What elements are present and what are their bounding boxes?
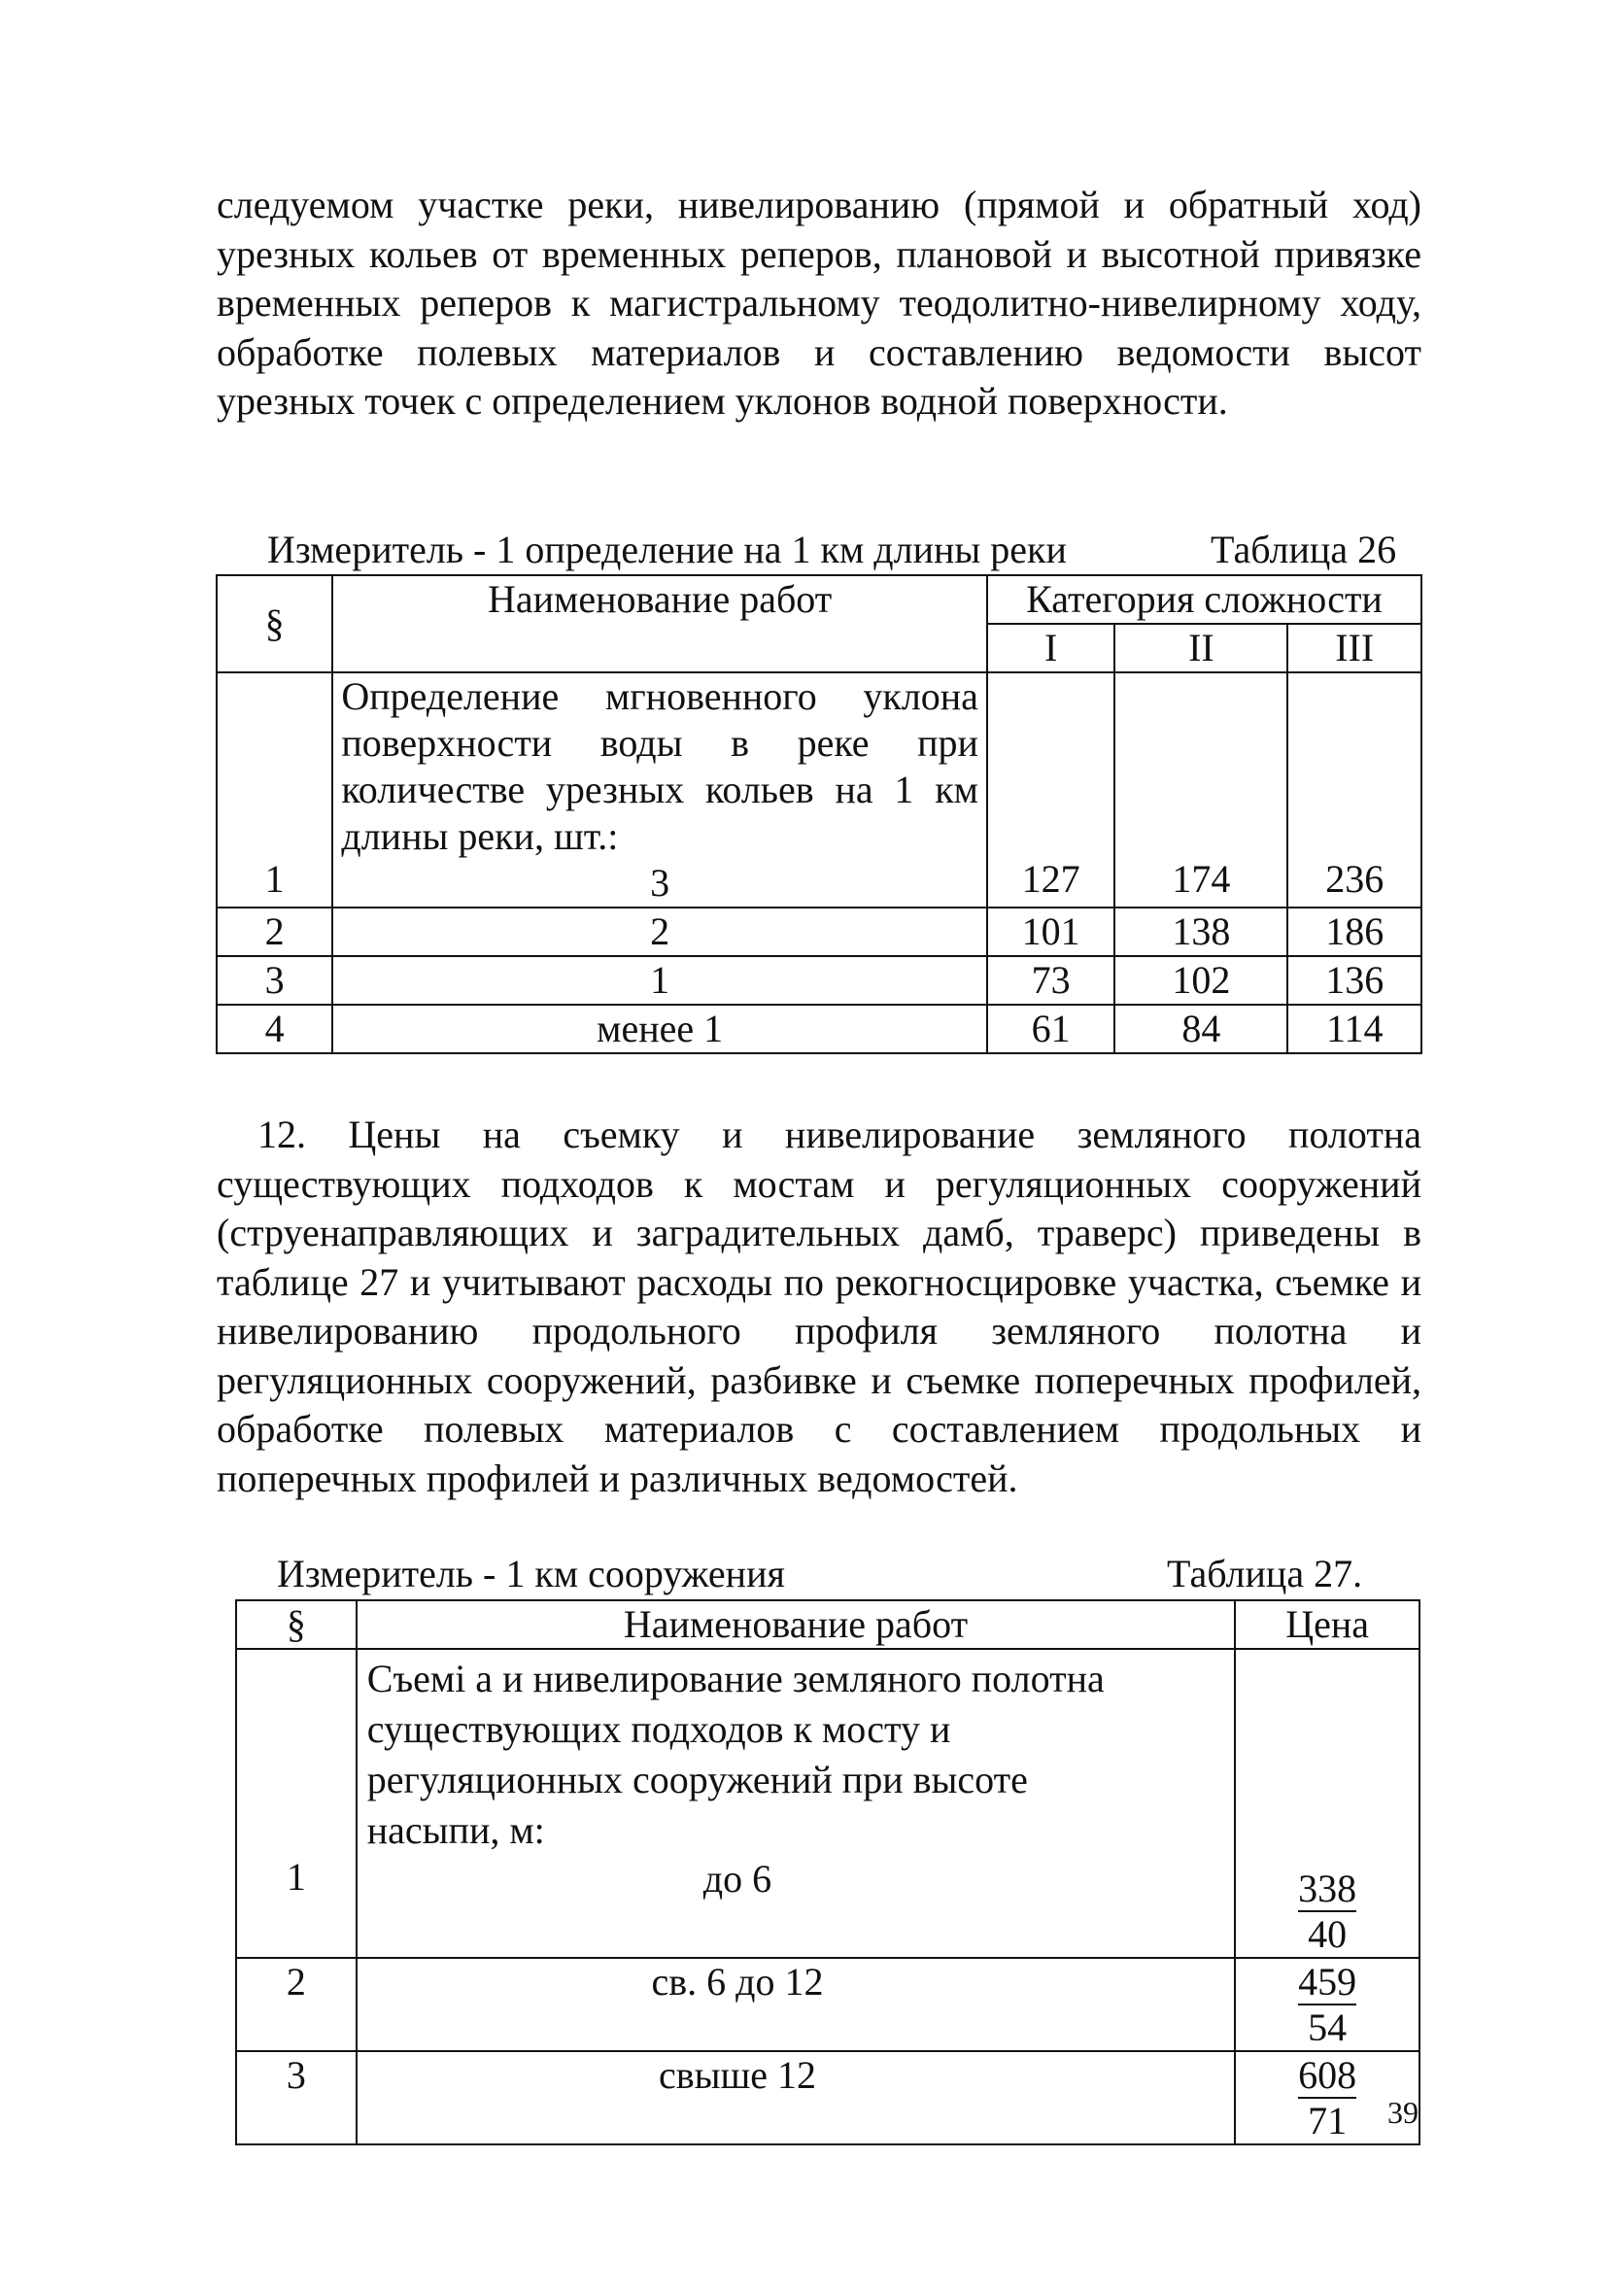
table27-sec-value: 1	[286, 1855, 306, 1899]
table-row	[236, 1649, 1419, 1958]
table26-count: 1	[332, 956, 987, 1005]
table26-sec: 1	[217, 672, 332, 908]
table26-work-cell	[332, 672, 987, 908]
table26-cat3-value: 186	[1287, 908, 1421, 956]
table27-work-name-header: Наименование работ	[357, 1600, 1235, 1649]
table26-cat-1: I	[987, 624, 1114, 672]
table27-work-cell	[357, 1649, 1235, 1958]
table-27	[235, 1599, 1420, 2145]
table26-cat1-value: 61	[987, 1005, 1114, 1053]
table27-height: до 6	[702, 1857, 772, 1901]
table26-cat-2: II	[1114, 624, 1287, 672]
table27-price-bottom: 54	[1308, 2005, 1348, 2049]
table26-cat2-value: 84	[1114, 1005, 1287, 1053]
table27-height: свыше 12	[357, 2051, 1235, 2144]
table27-price-top: 459	[1298, 1960, 1357, 2004]
table-row	[217, 672, 1421, 908]
table26-sec: 4	[217, 1005, 332, 1053]
table-row	[217, 956, 1421, 1005]
table26-cat2-value: 174	[1114, 672, 1287, 908]
table26-cat-3: III	[1287, 624, 1421, 672]
table-row	[236, 1958, 1419, 2051]
table26-section-header: §	[217, 575, 332, 672]
table26-cat1-value: 101	[987, 908, 1114, 956]
table27-sec: 3	[236, 2051, 357, 2144]
table27-price-bottom: 40	[1308, 1912, 1348, 1956]
table27-measure: Измеритель - 1 км сооружения	[277, 1552, 785, 1595]
table26-count: менее 1	[332, 1005, 987, 1053]
table27-price-top: 608	[1298, 2053, 1357, 2097]
table27-price-cell	[1235, 1649, 1419, 1958]
table26-cat1-value: 73	[987, 956, 1114, 1005]
table27-price-cell	[1235, 1958, 1419, 2051]
table-row	[217, 908, 1421, 956]
table27-sec	[236, 1649, 357, 1958]
table27-sec: 2	[236, 1958, 357, 2051]
table26-cat3-value: 114	[1287, 1005, 1421, 1053]
table26-cat3-value: 136	[1287, 956, 1421, 1005]
table26-sec: 3	[217, 956, 332, 1005]
table27-description: Съемі а и нивелирование земляного полотна существующих подходов к мосту и регуляционных сооружений при высоте насыпи, м:	[366, 1657, 1105, 1852]
table26-count: 2	[332, 908, 987, 956]
table26-measure: Измеритель - 1 определение на 1 км длины реки	[267, 528, 1067, 571]
paragraph-12: 12. Цены на съемку и нивелирование земляного полотна существующих подходов к мостам и регуляционных сооружений (струенаправляющих и заградительных дамб, траверс) приведены в таблице 27 и учитывают расходы по рекогносцировке участка, съемке и нивелированию продольного профиля земляного полотна и регуляционных сооружений, разбивке и съемке поперечных профилей, обработке полевых материалов с составлением продольных и поперечных профилей и различных ведомостей.	[217, 1113, 1421, 1500]
table27-height: св. 6 до 12	[357, 1958, 1235, 2051]
table-row	[217, 1005, 1421, 1053]
table26-description: Определение мгновенного уклона поверхности воды в реке при количестве урезных кольев на 1 км длины реки, шт.:	[341, 674, 978, 858]
table27-header-row	[236, 1600, 1419, 1649]
table27-price-bottom: 71	[1308, 2099, 1348, 2142]
table26-title: Таблица 26	[1211, 528, 1397, 571]
table27-section-header: §	[236, 1600, 357, 1649]
table26-count: 3	[650, 861, 670, 905]
table26-sec: 2	[217, 908, 332, 956]
table26-header-row	[217, 575, 1421, 624]
table26-cat2-value: 102	[1114, 956, 1287, 1005]
table-row	[236, 2051, 1419, 2144]
table26-category-header: Категория сложности	[987, 575, 1421, 624]
intro-paragraph: следуемом участке реки, нивелированию (прямой и обратный ход) урезных кольев от временных реперов, плановой и высотной привязке временных реперов к магистральному теодолитно-нивелирному ходу, обработке полевых материалов и составлению ведомости высот урезных точек с определением уклонов водной поверхности.	[217, 183, 1421, 423]
table27-price-top: 338	[1298, 1867, 1357, 1910]
table26-work-name-header: Наименование работ	[332, 575, 987, 672]
table26-cat2-value: 138	[1114, 908, 1287, 956]
table-26	[216, 574, 1422, 1054]
table26-cat1-value: 127	[987, 672, 1114, 908]
table27-price-header: Цена	[1235, 1600, 1419, 1649]
page-number: 39	[1387, 2095, 1419, 2130]
table27-title: Таблица 27.	[1167, 1552, 1363, 1595]
table26-cat3-value: 236	[1287, 672, 1421, 908]
